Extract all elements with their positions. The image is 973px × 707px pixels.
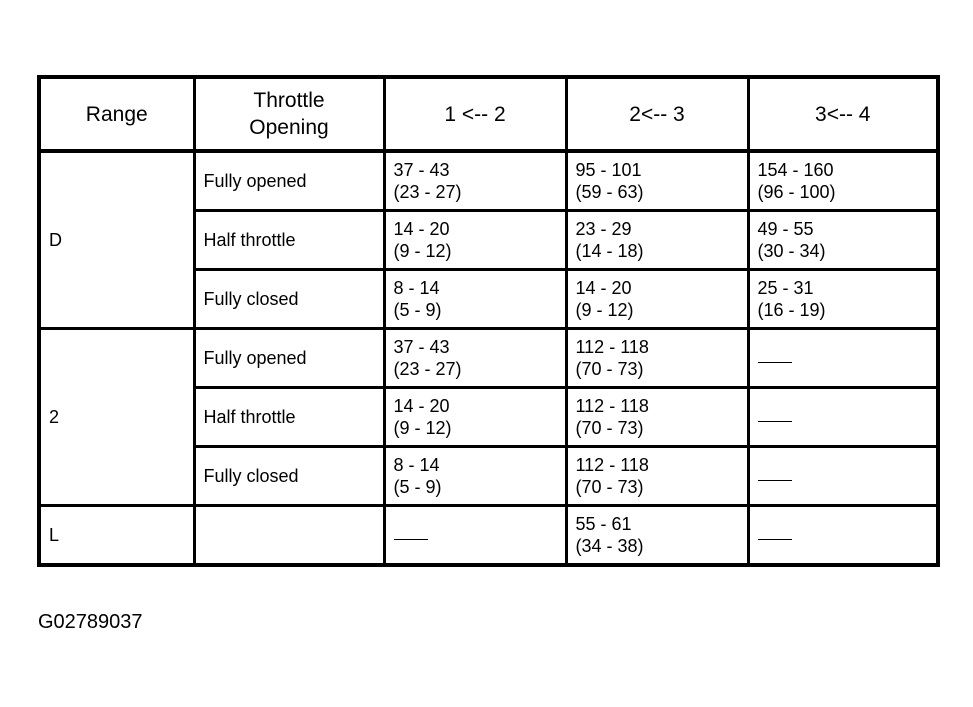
shift-speed-table [37, 75, 940, 567]
cell-text: Half throttle [203, 230, 296, 250]
header-range: Range [39, 77, 194, 151]
header-row [39, 77, 938, 151]
shift-1-2-cell [384, 151, 566, 211]
shift-1-2-cell [384, 388, 566, 447]
table-row [39, 329, 938, 388]
throttle-cell [194, 447, 384, 506]
shift-1-2-cell [384, 211, 566, 270]
shift-2-3-cell [566, 270, 748, 329]
shift-2-3-cell [566, 211, 748, 270]
cell-text: Fully opened [203, 348, 307, 368]
cell-text: 14 - 20 (9 - 12) [575, 278, 634, 320]
header-shift-2-3: 2<-- 3 [566, 77, 748, 151]
throttle-cell [194, 388, 384, 447]
shift-1-2-cell [384, 506, 566, 566]
not-applicable-dash [758, 480, 792, 481]
throttle-cell [194, 329, 384, 388]
shift-1-2-cell [384, 329, 566, 388]
cell-text: 37 - 43 (23 - 27) [393, 160, 462, 202]
shift-3-4-cell [748, 211, 938, 270]
cell-text: 49 - 55 (30 - 34) [757, 219, 826, 261]
shift-1-2-cell [384, 447, 566, 506]
cell-text: Half throttle [203, 407, 296, 427]
cell-text: 25 - 31 (16 - 19) [757, 278, 826, 320]
table-row [39, 506, 938, 566]
cell-text: Fully closed [203, 289, 299, 309]
throttle-cell [194, 506, 384, 566]
cell-text: 112 - 118 (70 - 73) [575, 396, 649, 438]
cell-text: 154 - 160 (96 - 100) [757, 160, 836, 202]
figure-id: G02789037 [38, 611, 143, 633]
header-shift-3-4: 3<-- 4 [748, 77, 938, 151]
shift-2-3-cell [566, 447, 748, 506]
shift-2-3-cell [566, 388, 748, 447]
shift-3-4-cell [748, 388, 938, 447]
cell-text: 14 - 20 (9 - 12) [393, 396, 452, 438]
cell-text: 112 - 118 (70 - 73) [575, 337, 649, 379]
shift-1-2-cell [384, 270, 566, 329]
throttle-cell [194, 270, 384, 329]
shift-2-3-cell [566, 329, 748, 388]
cell-text: 8 - 14 (5 - 9) [393, 278, 442, 320]
not-applicable-dash [758, 539, 792, 540]
range-cell: 2 [39, 329, 194, 506]
table-body [39, 151, 938, 565]
shift-3-4-cell [748, 329, 938, 388]
shift-2-3-cell [566, 151, 748, 211]
table-row [39, 151, 938, 211]
throttle-cell [194, 211, 384, 270]
shift-3-4-cell [748, 506, 938, 566]
cell-text: 8 - 14 (5 - 9) [393, 455, 442, 497]
header-shift-1-2: 1 <-- 2 [384, 77, 566, 151]
cell-text: 37 - 43 (23 - 27) [393, 337, 462, 379]
cell-text: Fully closed [203, 466, 299, 486]
shift-3-4-cell [748, 151, 938, 211]
shift-3-4-cell [748, 270, 938, 329]
cell-text: 55 - 61 (34 - 38) [575, 514, 644, 556]
not-applicable-dash [394, 539, 428, 540]
range-cell: L [39, 506, 194, 566]
cell-text: Fully opened [203, 171, 307, 191]
header-throttle-opening: Throttle Opening [194, 77, 384, 151]
cell-text: 23 - 29 (14 - 18) [575, 219, 644, 261]
cell-text: 14 - 20 (9 - 12) [393, 219, 452, 261]
cell-text: 95 - 101 (59 - 63) [575, 160, 644, 202]
shift-3-4-cell [748, 447, 938, 506]
not-applicable-dash [758, 362, 792, 363]
shift-2-3-cell [566, 506, 748, 566]
range-cell: D [39, 151, 194, 329]
cell-text: 112 - 118 (70 - 73) [575, 455, 649, 497]
throttle-cell [194, 151, 384, 211]
not-applicable-dash [758, 421, 792, 422]
